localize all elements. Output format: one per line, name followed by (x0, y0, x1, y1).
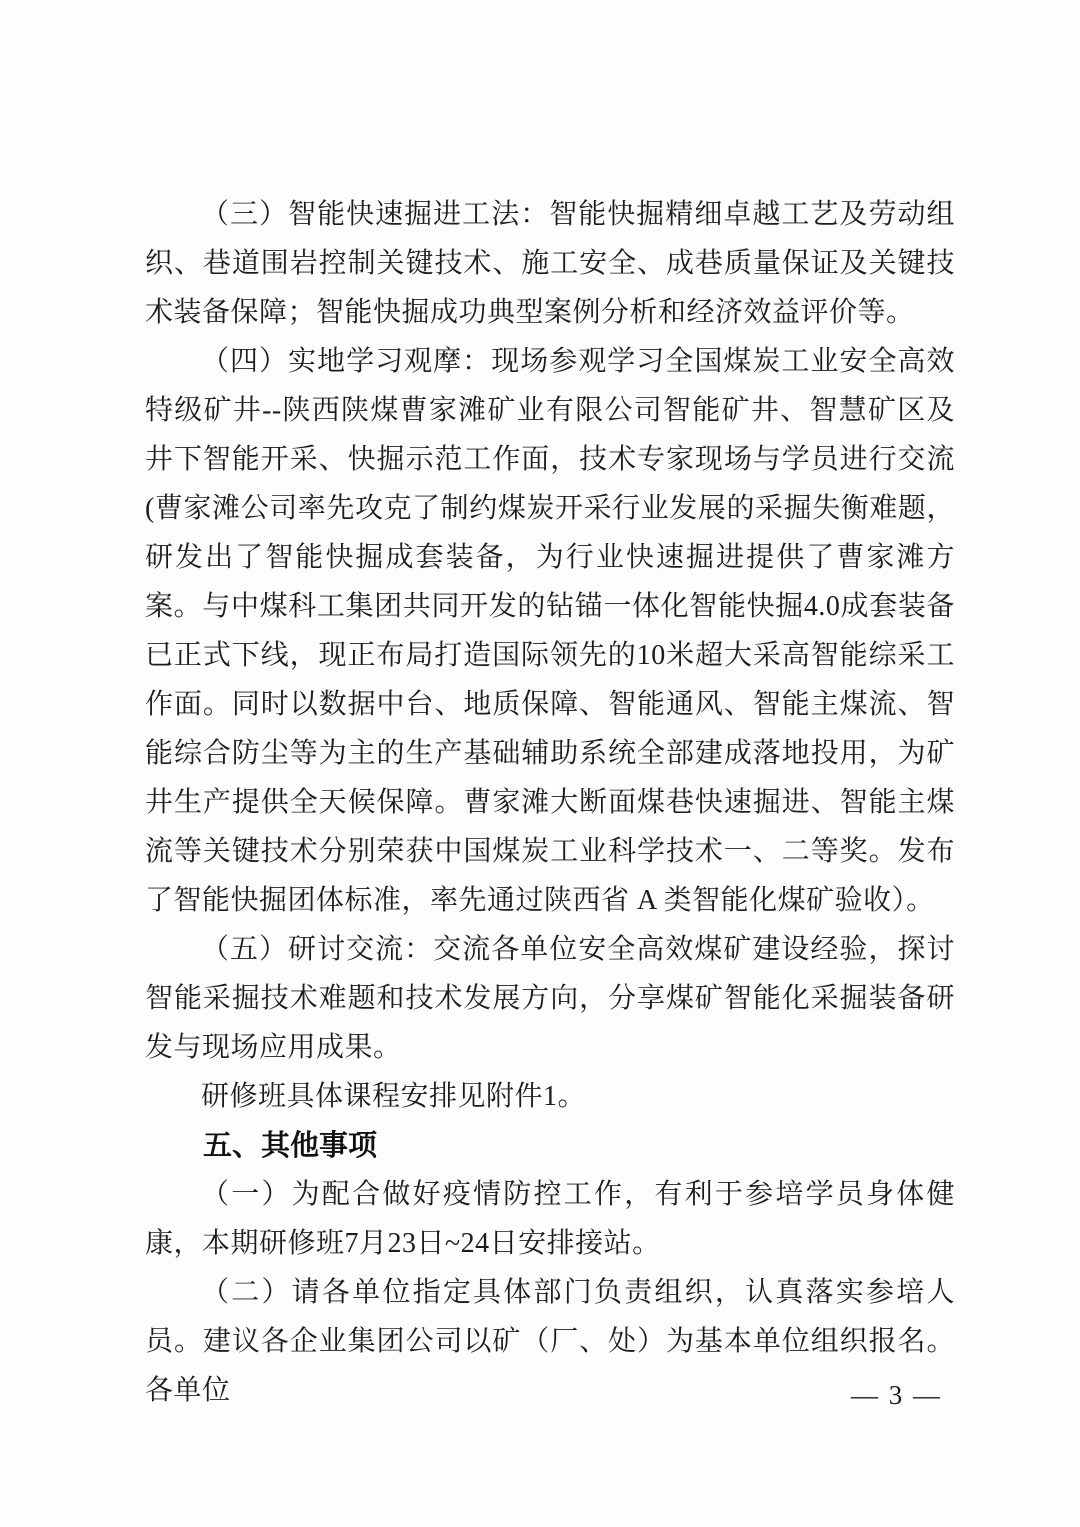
paragraph-item-3: （三）智能快速掘进工法：智能快掘精细卓越工艺及劳动组织、巷道围岩控制关键技术、施工安全、成巷质量保证及关键技术装备保障；智能快掘成功典型案例分析和经济效益评价等。 (145, 199, 955, 328)
document-body (145, 190, 955, 1415)
paragraph-other-item-1: （一）为配合做好疫情防控工作，有利于参培学员身体健康，本期研修班7月23日~24日安排接站。 (145, 1179, 955, 1259)
section-heading-other-matters: 五、其他事项 (203, 1128, 378, 1162)
paragraph-item-5: （五）研讨交流：交流各单位安全高效煤矿建设经验，探讨智能采掘技术难题和技术发展方向，分享煤矿智能化采掘装备研发与现场应用成果。 (145, 934, 955, 1063)
page-number: — 3 — (851, 1380, 942, 1410)
paragraph-attachment-note: 研修班具体课程安排见附件1。 (201, 1081, 587, 1112)
paragraph-other-item-2: （二）请各单位指定具体部门负责组织，认真落实参培人员。建议各企业集团公司以矿（厂、处）为基本单位组织报名。各单位 (145, 1277, 955, 1406)
paragraph-item-4: （四）实地学习观摩：现场参观学习全国煤炭工业安全高效特级矿井--陕西陕煤曹家滩矿业有限公司智能矿井、智慧矿区及井下智能开采、快掘示范工作面，技术专家现场与学员进行交流(曹家滩公司率先攻克了制约煤炭开采行业发展的采掘失衡难题，研发出了智能快掘成套装备，为行业快速掘进提供了曹家滩方案。与中煤科工集团共同开发的钻锚一体化智能快掘4.0成套装备已正式下线，现正布局打造国际领先的10米超大采高智能综采工作面。同时以数据中台、地质保障、智能通风、智能主煤流、智能综合防尘等为主的生产基础辅助系统全部建成落地投用，为矿井生产提供全天候保障。曹家滩大断面煤巷快速掘进、智能主煤流等关键技术分别荣获中国煤炭工业科学技术一、二等奖。发布了智能快掘团体标准，率先通过陕西省 A 类智能化煤矿验收）。 (145, 346, 955, 916)
